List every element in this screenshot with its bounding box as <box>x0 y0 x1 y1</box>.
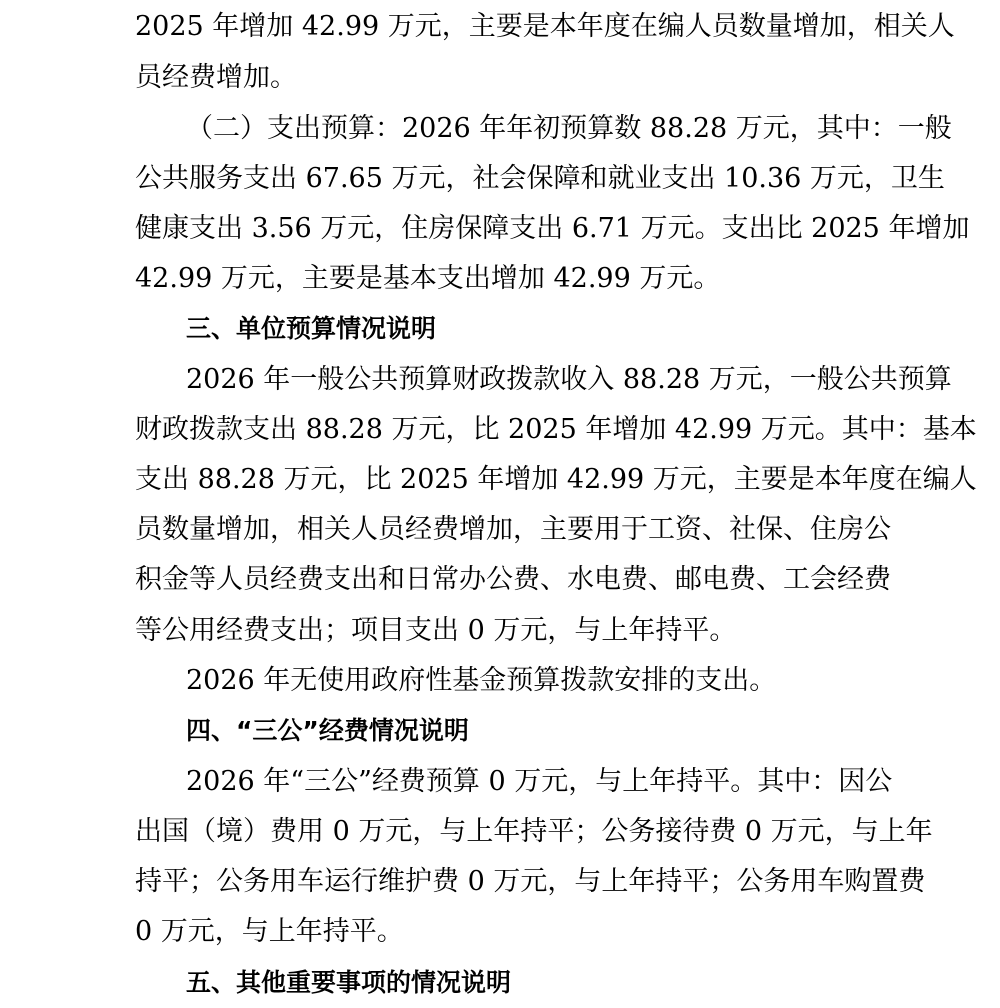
text-line: 持平；公务用车运行维护费 0 万元，与上年持平；公务用车购置费 <box>135 866 926 897</box>
text-line: （二）支出预算：2026 年年初预算数 88.28 万元，其中：一般 <box>186 113 952 144</box>
text-line: 42.99 万元，主要是基本支出增加 42.99 万元。 <box>135 263 721 294</box>
text-line: 2026 年“三公”经费预算 0 万元，与上年持平。其中：因公 <box>186 766 893 797</box>
text-line: 2026 年无使用政府性基金预算拨款安排的支出。 <box>186 665 777 696</box>
text-line: 2026 年一般公共预算财政拨款收入 88.28 万元，一般公共预算 <box>186 364 952 395</box>
section-heading: 四、“三公”经费情况说明 <box>186 716 469 745</box>
text-line: 积金等人员经费支出和日常办公费、水电费、邮电费、工会经费 <box>135 564 891 595</box>
text-line: 等公用经费支出；项目支出 0 万元，与上年持平。 <box>135 615 737 646</box>
text-line: 2025 年增加 42.99 万元，主要是本年度在编人员数量增加，相关人 <box>135 11 955 42</box>
text-line: 健康支出 3.56 万元，住房保障支出 6.71 万元。支出比 2025 年增加 <box>135 213 970 244</box>
text-line: 员经费增加。 <box>135 62 297 93</box>
section-heading: 五、其他重要事项的情况说明 <box>186 968 512 997</box>
text-line: 财政拨款支出 88.28 万元，比 2025 年增加 42.99 万元。其中：基本 <box>135 414 977 445</box>
text-line: 出国（境）费用 0 万元，与上年持平；公务接待费 0 万元，与上年 <box>135 816 933 847</box>
text-line: 公共服务支出 67.65 万元，社会保障和就业支出 10.36 万元，卫生 <box>135 163 945 194</box>
text-line: 员数量增加，相关人员经费增加，主要用于工资、社保、住房公 <box>135 514 891 545</box>
text-line: 0 万元，与上年持平。 <box>135 916 404 947</box>
text-line: 支出 88.28 万元，比 2025 年增加 42.99 万元，主要是本年度在编人 <box>135 464 977 495</box>
section-heading: 三、单位预算情况说明 <box>186 314 437 343</box>
